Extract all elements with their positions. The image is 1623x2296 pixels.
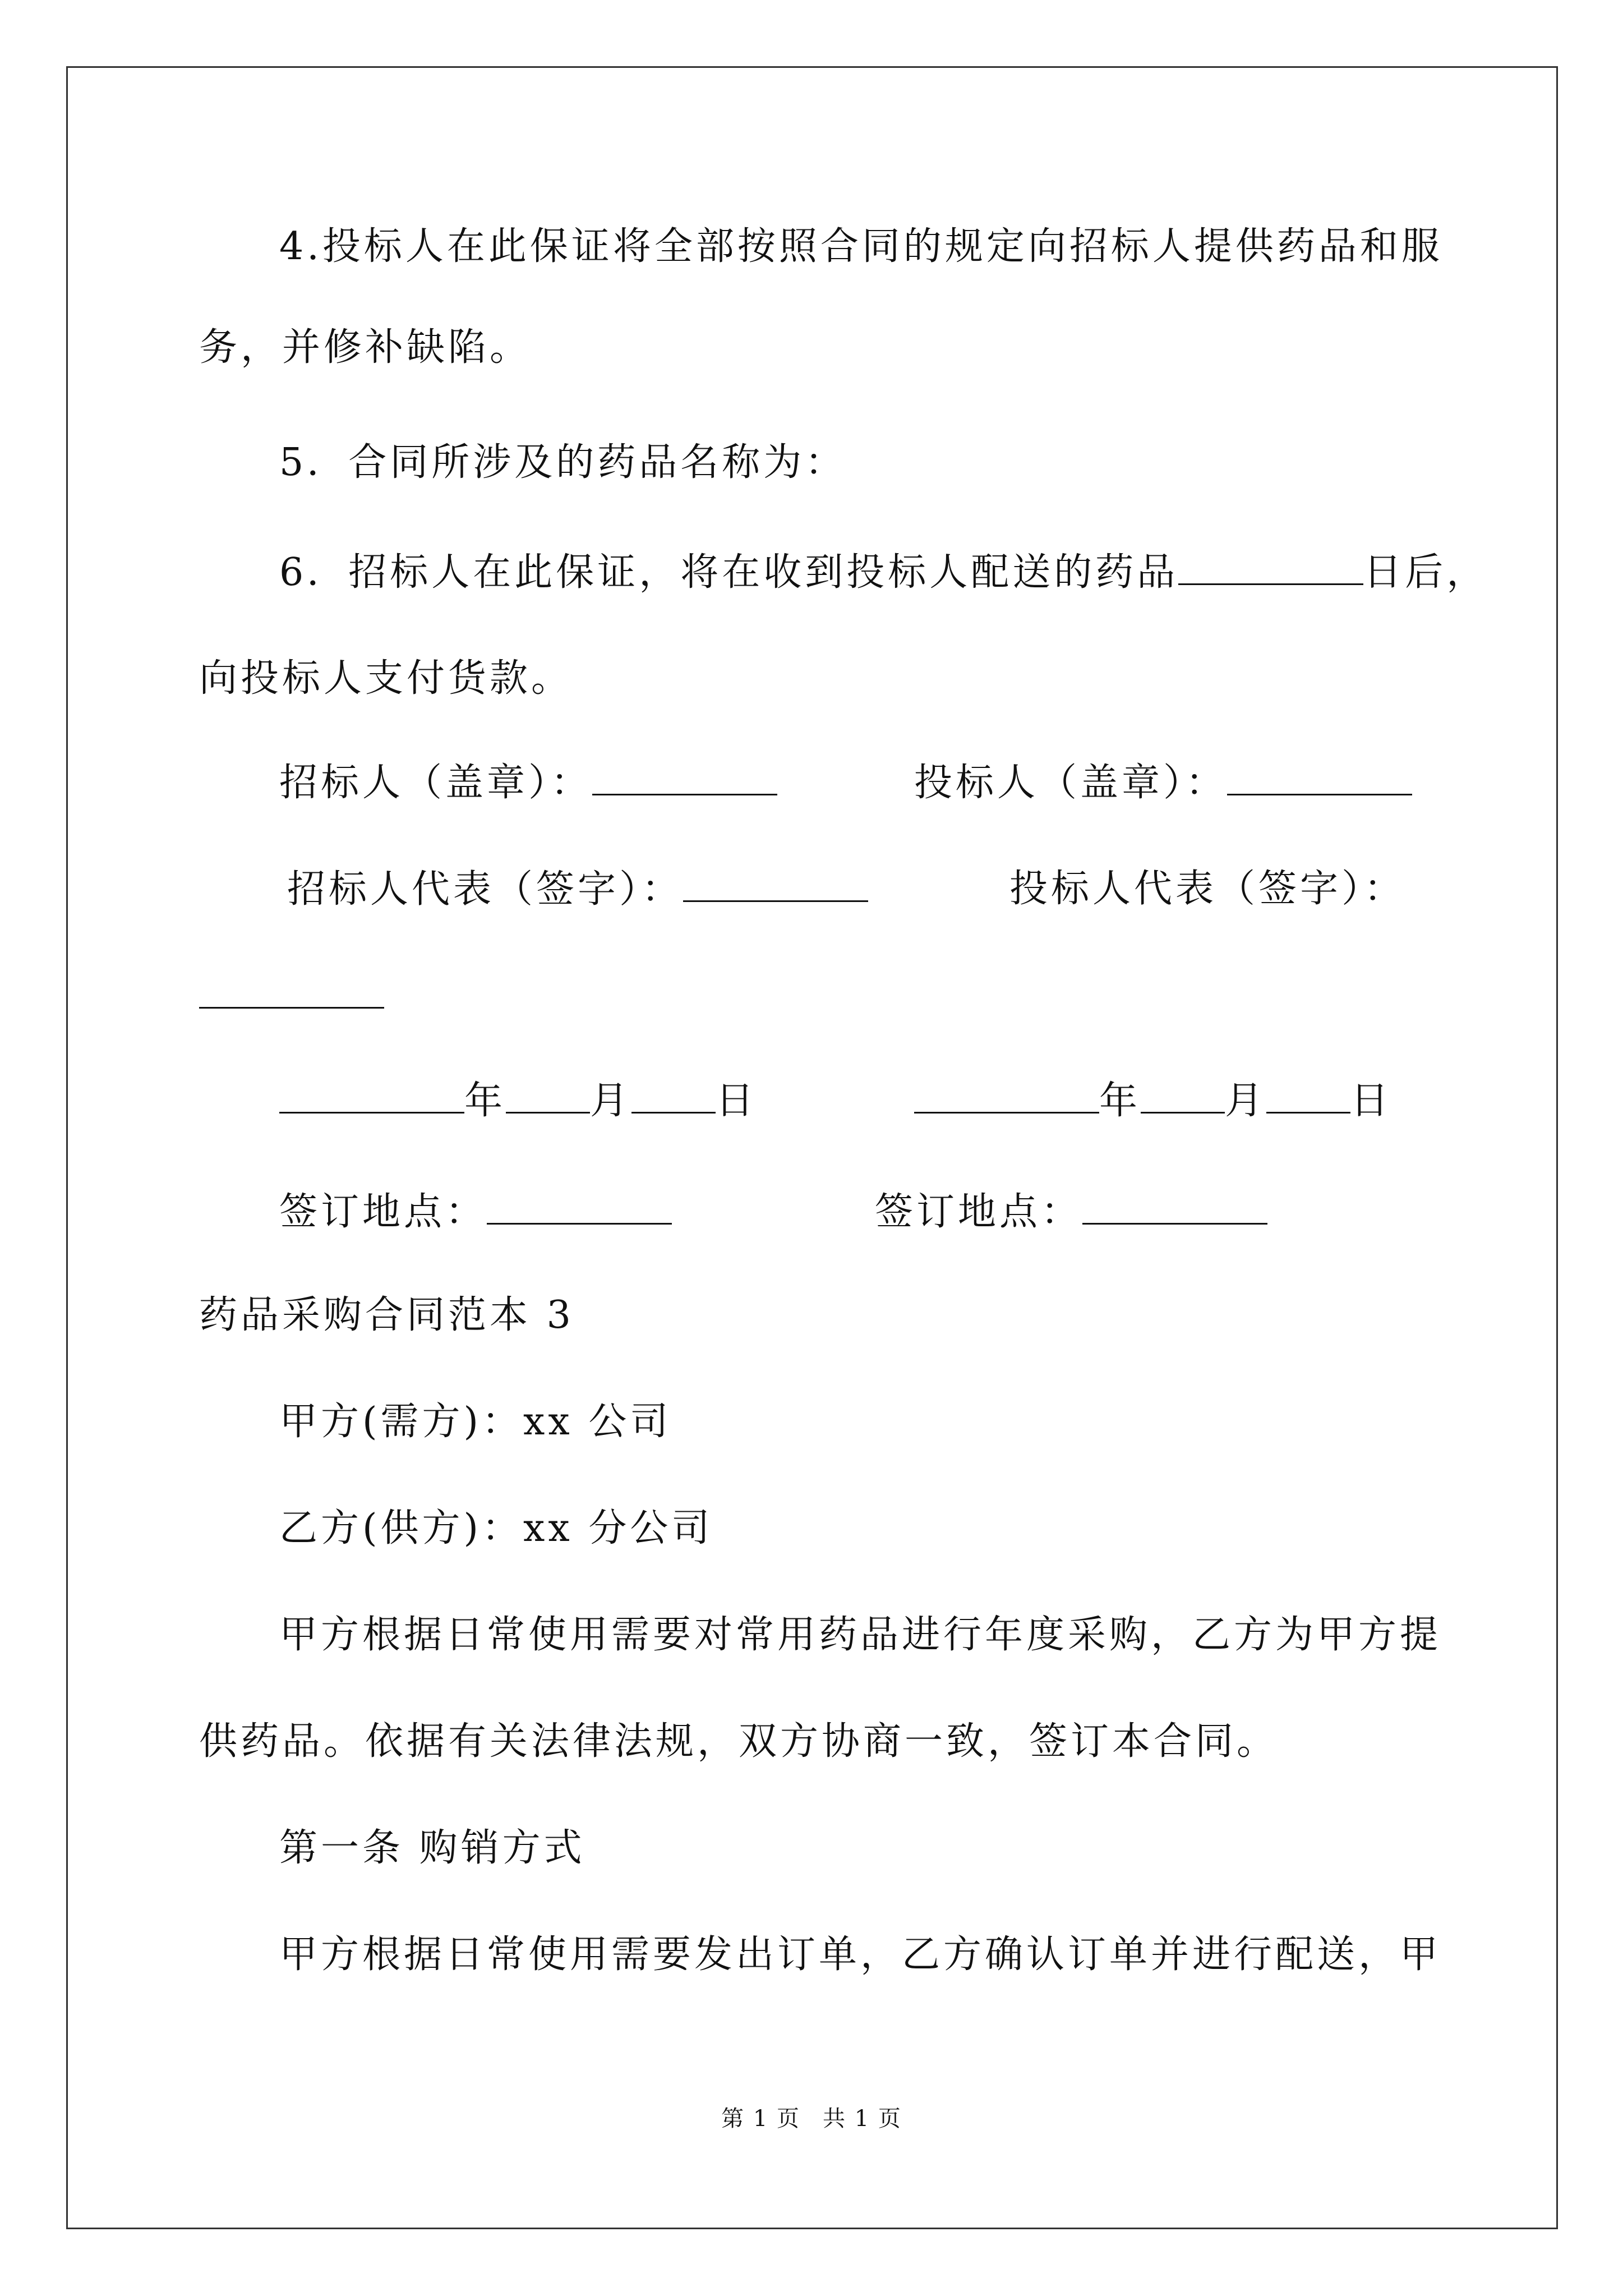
tenderer-rep-field bbox=[287, 867, 868, 912]
article-1-title: 第一条 购销方式 bbox=[279, 1826, 585, 1870]
date-right-day-label: 日 bbox=[1350, 1079, 1393, 1123]
date-left-day-label: 日 bbox=[716, 1079, 758, 1123]
bidder-seal-label: 投标人（盖章）： bbox=[914, 761, 1228, 805]
date-left-month-blank bbox=[506, 1078, 590, 1114]
sign-place-right-label: 签订地点： bbox=[875, 1190, 1083, 1234]
sign-place-left-blank bbox=[487, 1189, 672, 1225]
date-left-day-blank bbox=[631, 1078, 716, 1114]
article-1-line-1: 甲方根据日常使用需要发出订单，乙方确认订单并进行配送，甲 bbox=[279, 1932, 1442, 1977]
date-left-year-label: 年 bbox=[464, 1079, 506, 1123]
date-left bbox=[279, 1078, 757, 1124]
tenderer-rep-label: 招标人代表（签字）： bbox=[287, 867, 684, 912]
paragraph-6-text-a: 6．招标人在此保证，将在收到投标人配送的药品 bbox=[279, 550, 1179, 595]
sign-place-right-blank bbox=[1082, 1189, 1267, 1225]
paragraph-4-line-2: 务，并修补缺陷。 bbox=[199, 325, 532, 370]
paragraph-6-line-1 bbox=[279, 550, 1488, 595]
section-title-contract-3: 药品采购合同范本 3 bbox=[199, 1293, 574, 1337]
bidder-rep-blank-line bbox=[199, 973, 384, 1019]
date-right-year-blank bbox=[914, 1078, 1099, 1114]
date-left-year-blank bbox=[279, 1078, 464, 1114]
bidder-rep-label: 投标人代表（签字）： bbox=[1009, 867, 1406, 911]
date-right-month-label: 月 bbox=[1225, 1079, 1267, 1123]
paragraph-4-line-1: 4.投标人在此保证将全部按照合同的规定向招标人提供药品和服 bbox=[279, 224, 1443, 269]
sign-place-right bbox=[875, 1189, 1267, 1235]
tenderer-seal-label: 招标人（盖章）： bbox=[279, 761, 593, 805]
page-number: 第 1 页 bbox=[721, 2106, 800, 2132]
days-blank bbox=[1178, 550, 1363, 585]
date-right-month-blank bbox=[1141, 1078, 1225, 1114]
party-b: 乙方(供方)：xx 分公司 bbox=[279, 1506, 713, 1550]
bidder-seal-field bbox=[914, 760, 1412, 806]
party-a: 甲方(需方)：xx 公司 bbox=[279, 1400, 672, 1444]
intro-line-1: 甲方根据日常使用需要对常用药品进行年度采购，乙方为甲方提 bbox=[279, 1613, 1442, 1657]
date-right bbox=[914, 1078, 1392, 1124]
page-total: 共 1 页 bbox=[823, 2106, 902, 2132]
paragraph-6-line-2: 向投标人支付货款。 bbox=[199, 656, 573, 701]
page-border bbox=[66, 66, 1558, 2229]
date-right-year-label: 年 bbox=[1099, 1079, 1141, 1123]
tenderer-rep-blank bbox=[683, 867, 868, 902]
paragraph-6-text-b: 日后， bbox=[1363, 550, 1488, 595]
tenderer-seal-blank bbox=[592, 760, 777, 795]
sign-place-left bbox=[279, 1189, 672, 1235]
tenderer-seal-field bbox=[279, 760, 777, 806]
page-footer bbox=[0, 2105, 1623, 2133]
bidder-rep-blank bbox=[199, 973, 384, 1009]
sign-place-left-label: 签订地点： bbox=[279, 1190, 487, 1234]
date-right-day-blank bbox=[1266, 1078, 1350, 1114]
bidder-rep-field bbox=[1009, 867, 1405, 912]
bidder-seal-blank bbox=[1227, 760, 1412, 795]
paragraph-5: 5．合同所涉及的药品名称为： bbox=[279, 440, 847, 485]
intro-line-2: 供药品。依据有关法律法规，双方协商一致，签订本合同。 bbox=[199, 1719, 1279, 1764]
date-left-month-label: 月 bbox=[590, 1079, 632, 1123]
